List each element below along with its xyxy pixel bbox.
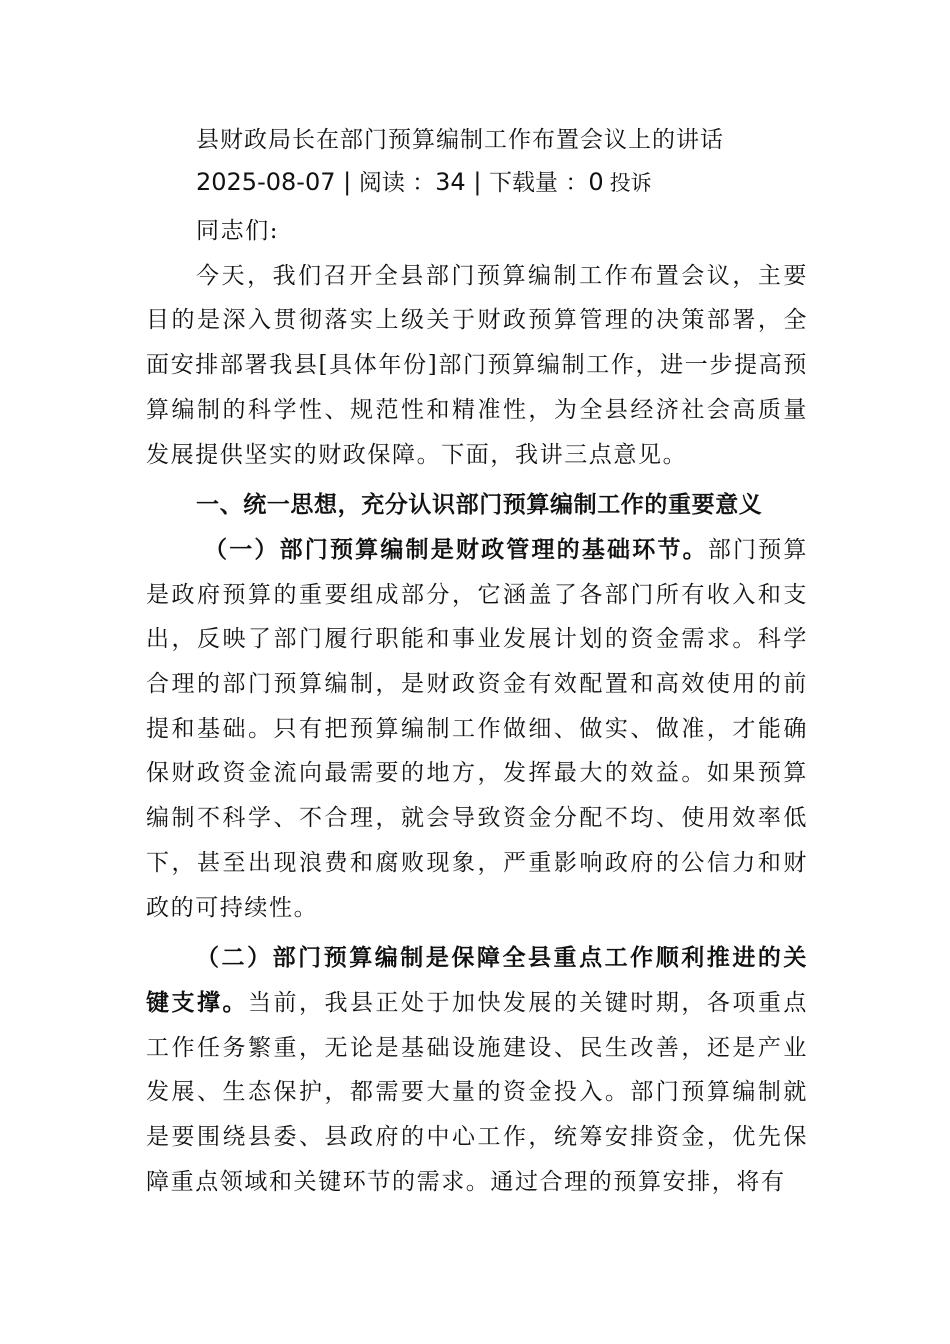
report-link[interactable]: 投诉 [609, 171, 652, 195]
document-title: 县财政局长在部门预算编制工作布置会议上的讲话 [196, 127, 724, 153]
intro-paragraph: 今天，我们召开全县部门预算编制工作布置会议，主要目的是深入贯彻落实上级关于财政预算管理的决策部署，全面安排部署我县[具体年份]部门预算编制工作，进一步提高预算编制的科学性、规范性和精准性，为全县经济社会高质量发展提供坚实的财政保障。下面，我讲三点意见。 [146, 262, 808, 468]
document-meta [146, 162, 808, 203]
document-page [146, 118, 808, 1204]
item-1-paragraph [146, 528, 808, 930]
item-2-paragraph [146, 936, 808, 1204]
item-1-body: 部门预算是政府预算的重要组成部分，它涵盖了各部门所有收入和支出，反映了部门履行职能和事业发展计划的资金需求。科学合理的部门预算编制，是财政资金有效配置和高效使用的前提和基础。只有把预算编制工作做细、做实、做准，才能确保财政资金流向最需要的地方，发挥最大的效益。如果预算编制不科学、不合理，就会导致资金分配不均、使用效率低下，甚至出现浪费和腐败现象，严重影响政府的公信力和财政的可持续性。 [146, 536, 809, 921]
reads-label: 阅读 ： [358, 170, 436, 196]
item-1-lead: （一）部门预算编制是财政管理的基础环节。 [204, 535, 708, 563]
meta-separator-2: | [465, 168, 490, 196]
reads-count: 34 [435, 168, 466, 196]
downloads-label: 下载量 ： [489, 170, 589, 196]
meta-separator-1: | [335, 168, 359, 196]
item-2-lead: （二）部门预算编制是保障全县重点工作顺利推进的关键支撑。 [146, 944, 808, 1016]
section-1-heading: 一、统一思想，充分认识部门预算编制工作的重要意义 [196, 491, 763, 519]
item-2-body: 当前，我县正处于加快发展的关键时期，各项重点工作任务繁重，无论是基础设施建设、民生改善，还是产业发展、生态保护，都需要大量的资金投入。部门预算编制就是要围绕县委、县政府的中心工作，统筹安排资金，优先保障重点领域和关键环节的需求。通过合理的预算安排，将有 [146, 989, 808, 1195]
publish-date: 2025-08-07 [196, 168, 336, 196]
greeting: 同志们: [196, 218, 280, 244]
downloads-count: 0 [588, 168, 604, 196]
